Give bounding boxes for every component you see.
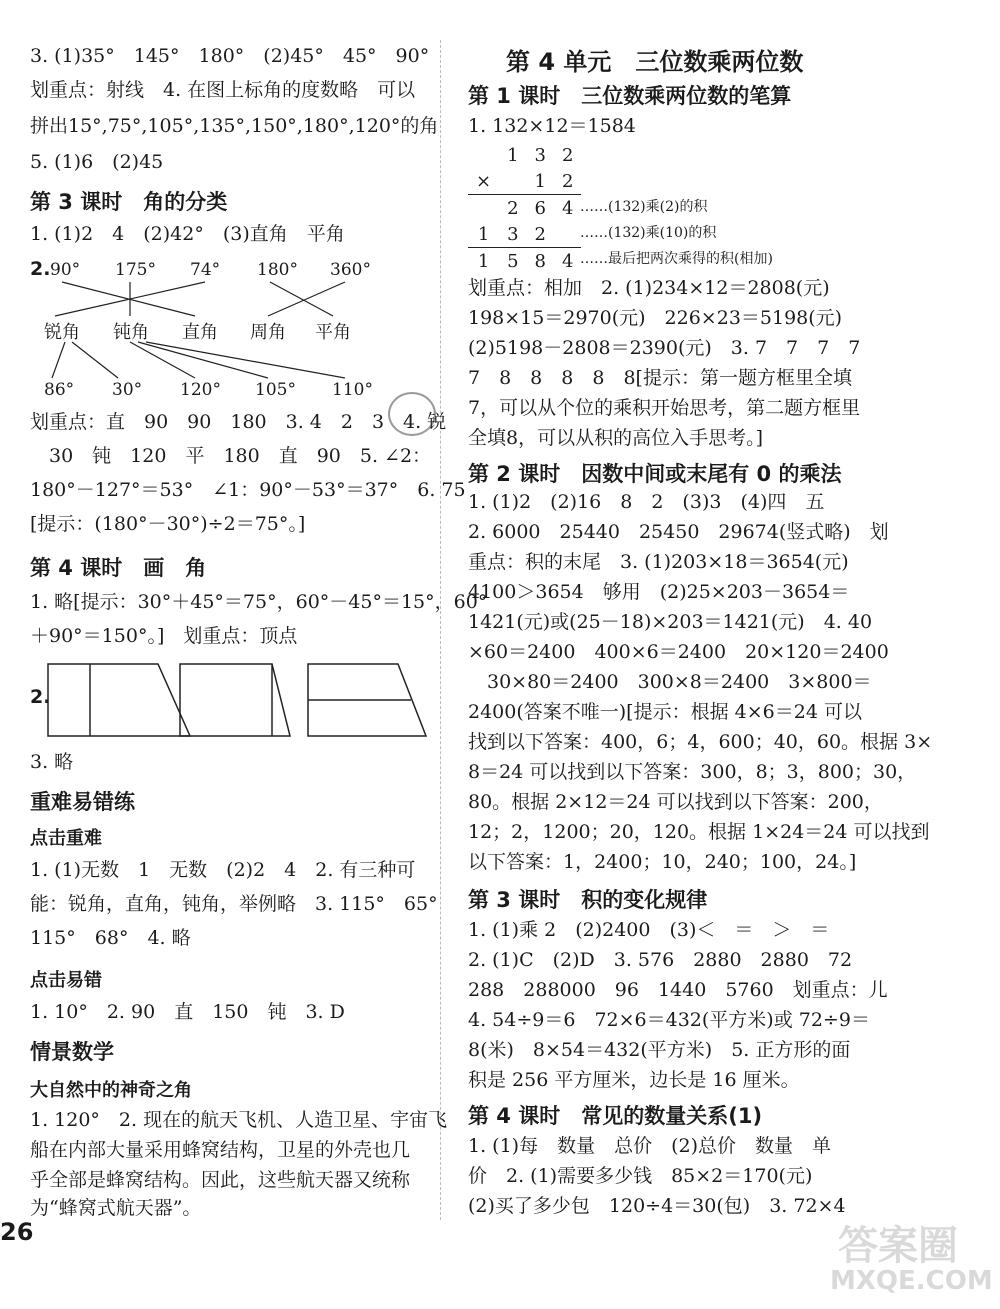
angle-value: 74° [190,260,221,280]
text-line: 12；2，1200；20，120。根据 1×24＝24 可以找到 [468,821,930,843]
text-line: 115° 68° 4. 略 [30,927,191,949]
subsection-title: 大自然中的神奇之角 [30,1080,192,1101]
digit: × [476,170,492,192]
digit [468,142,499,168]
page-number: 26 [0,1218,34,1246]
angle-value: 30° [112,380,143,400]
digit: 2 [507,197,519,219]
text-line: 8(米) 8×54＝432(平方米) 5. 正方形的面 [468,1039,851,1061]
watermark-url: MXQE.COM [830,1266,993,1296]
text-line: 4. 54÷9＝6 72×6＝432(平方米)或 72÷9＝ [468,1009,870,1031]
text-line: 5. (1)6 (2)45 [30,151,164,173]
text-line: 船在内部大量采用蜂窝结构，卫星的外壳也几 [30,1139,411,1161]
digit [468,195,499,222]
angle-type: 直角 [182,322,218,343]
digit: 3 [534,144,546,166]
text-line: 3. 略 [30,751,74,773]
digit: 2 [562,144,574,166]
text-line: 价 2. (1)需要多少钱 85×2＝170(元) [468,1165,813,1187]
text-line: 1. (1)每 数量 总价 (2)总价 数量 单 [468,1135,831,1157]
text-line: 拼出15°,75°,105°,135°,150°,180°,120°的角 [30,115,439,137]
text-line: 1. 120° 2. 现在的航天飞机、人造卫星、宇宙飞 [30,1109,448,1131]
text-line: 1. 略[提示：30°＋45°＝75°，60°－45°＝15°，60° [30,591,488,613]
mult-row [468,168,581,195]
text-line: ＋90°＝150°。] 划重点：顶点 [30,625,298,647]
subsection-title: 点击重难 [30,828,102,849]
mult-note: ……最后把两次乘得的积(相加) [580,251,773,267]
text-line: 以下答案：1，2400；10，240；100，24。] [468,851,857,873]
text-line: 2. (1)C (2)D 3. 576 2880 2880 72 [468,949,853,971]
matching-lines [0,0,440,420]
text-line: 1421(元)或(25－18)×203＝1421(元) 4. 40 [468,611,873,633]
text-line: 288 288000 96 1440 5760 划重点：儿 [468,979,888,1001]
digit: 4 [562,197,574,219]
angle-value: 105° [255,380,296,400]
mult-row [468,221,581,248]
text-line: (2)5198－2808＝2390(元) 3. 7 7 7 7 [468,337,861,359]
text-line: 8＝24 可以找到以下答案：300，8；3，800；30， [468,761,917,783]
question-number: 2. [30,686,51,708]
lesson-title: 第 2 课时 因数中间或末尾有 0 的乘法 [468,462,842,486]
text-line: [提示：(180°－30°)÷2＝75°。] [30,513,306,535]
divided-shapes [40,660,440,740]
text-line: 1. (1)2 (2)16 8 2 (3)3 (4)四 五 [468,491,825,513]
digit: 1 [477,250,490,272]
column-divider [440,40,441,1220]
angle-value: 110° [332,380,373,400]
digit: 2 [534,223,546,245]
angle-type: 平角 [315,322,351,343]
angle-value: 86° [44,380,75,400]
mult-row [468,248,581,275]
text-line: 1. 10° 2. 90 直 150 钝 3. D [30,1001,345,1023]
question-number: 2. [30,258,51,280]
lesson-title: 第 4 课时 常见的数量关系(1) [468,1104,763,1128]
text-line: 30 钝 120 平 180 直 90 5. ∠2： [30,445,432,467]
text-line: 1. 132×12＝1584 [468,115,636,137]
text-line: ×60＝2400 400×6＝2400 20×120＝2400 [468,641,889,663]
digit: 5 [507,250,519,272]
text-line: 全填8，可以从积的高位入手思考。] [468,427,764,449]
text-line: 180°－127°＝53° ∠1：90°－53°＝37° 6. 75 [30,479,466,501]
angle-type: 周角 [250,322,286,343]
lesson-title: 第 4 课时 画 角 [30,556,207,580]
digit [554,221,581,248]
text-line: 划重点：直 90 90 180 3. 4 2 3 4. 锐 [30,411,447,433]
text-line: (2)买了多少包 120÷4＝30(包) 3. 72×4 [468,1195,846,1217]
digit: 6 [534,197,546,219]
digit: 2 [562,170,574,192]
digit: 1 [477,223,490,245]
angle-type: 钝角 [113,322,149,343]
text-line: 7 8 8 8 8 8[提示：第一题方框里全填 [468,367,852,389]
text-line: 乎全部是蜂窝结构。因此，这些航天器又统称 [30,1169,411,1191]
digit: 3 [507,223,519,245]
text-line: 4100＞3654 够用 (2)25×203－3654＝ [468,581,850,603]
section-title: 重难易错练 [30,790,135,814]
text-line: 划重点：相加 2. (1)234×12＝2808(元) [468,277,830,299]
text-line: 2. 6000 25440 25450 29674(竖式略) 划 [468,521,889,543]
mult-note: ……(132)乘(2)的积 [580,199,708,215]
angle-value: 120° [180,380,221,400]
text-line: 1. (1)2 4 (2)42° (3)直角 平角 [30,223,345,245]
vertical-multiplication [468,142,581,274]
watermark-logo: 答案圈 [838,1223,958,1269]
angle-type: 锐角 [44,322,80,343]
text-line: 能：锐角，直角，钝角，举例略 3. 115° 65° [30,893,438,915]
angle-value: 90° [50,260,81,280]
text-line: 198×15＝2970(元) 226×23＝5198(元) [468,307,843,329]
angle-value: 360° [330,260,371,280]
text-line: 重点：积的末尾 3. (1)203×18＝3654(元) [468,551,849,573]
digit: 8 [534,250,546,272]
mult-row [468,142,581,168]
text-line: 1. (1)无数 1 无数 (2)2 4 2. 有三种可 [30,859,416,881]
text-line: 2400(答案不唯一)[提示：根据 4×6＝24 可以 [468,701,862,723]
subsection-title: 点击易错 [30,970,102,991]
text-line: 划重点：射线 4. 在图上标角的度数略 可以 [30,79,416,101]
digit: 1 [507,144,519,166]
text-line: 7，可以从个位的乘积开始思考，第二题方框里 [468,397,861,419]
digit [499,168,526,195]
lesson-title: 第 1 课时 三位数乘两位数的笔算 [468,84,792,108]
angle-value: 180° [257,260,298,280]
mult-note: ……(132)乘(10)的积 [580,225,717,241]
angle-value: 175° [115,260,156,280]
text-line: 找到以下答案：400，6；4，600；40，60。根据 3× [468,731,933,753]
text-line: 1. (1)乘 2 (2)2400 (3)＜ ＝ ＞ ＝ [468,919,830,941]
lesson-title: 第 3 课时 角的分类 [30,190,228,214]
text-line: 积是 256 平方厘米，边长是 16 厘米。 [468,1069,800,1091]
unit-title: 第 4 单元 三位数乘两位数 [506,48,804,76]
text-line: 80。根据 2×12＝24 可以找到以下答案：200， [468,791,883,813]
text-line: 3. (1)35° 145° 180° (2)45° 45° 90° [30,45,430,67]
digit: 4 [562,250,574,272]
mult-row [468,195,581,222]
digit: 1 [534,170,546,192]
text-line: 30×80＝2400 300×8＝2400 3×800＝ [468,671,872,693]
lesson-title: 第 3 课时 积的变化规律 [468,888,708,912]
section-title: 情景数学 [30,1040,114,1064]
text-line: 为“蜂窝式航天器”。 [30,1197,202,1219]
